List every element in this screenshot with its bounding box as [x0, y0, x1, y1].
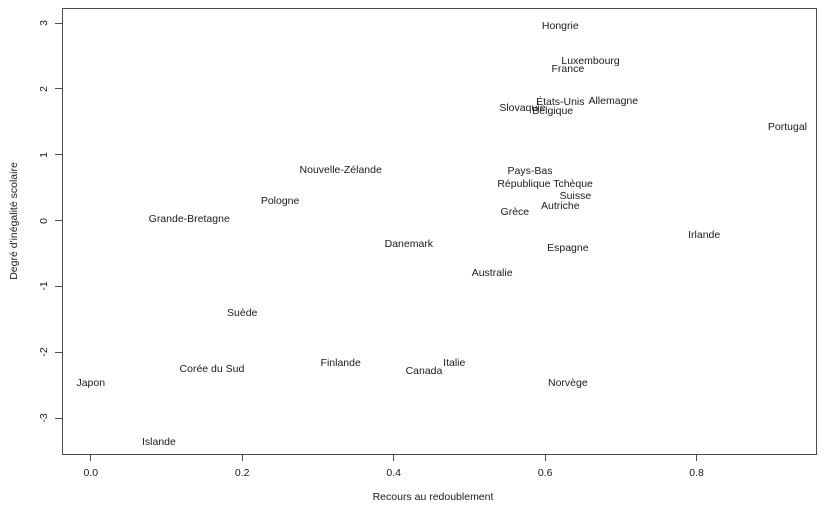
y-tick-mark — [55, 88, 62, 89]
country-label: France — [551, 62, 585, 75]
country-label: Finlande — [320, 357, 361, 370]
country-label: Nouvelle-Zélande — [299, 163, 382, 176]
country-label: Pologne — [260, 194, 300, 207]
country-label: Portugal — [767, 121, 808, 134]
x-axis-title: Recours au redoublement — [372, 491, 494, 503]
country-label: Italie — [443, 356, 466, 369]
country-label: Islande — [141, 435, 176, 448]
y-tick-mark — [55, 154, 62, 155]
country-label: Belgique — [532, 104, 574, 117]
y-tick-mark — [55, 23, 62, 24]
x-tick-mark — [90, 455, 91, 461]
country-label: Canada — [405, 364, 443, 377]
country-label: Luxembourg — [561, 54, 620, 67]
y-axis-title: Degré d'inégalité scolaire — [8, 162, 20, 280]
country-label: Danemark — [384, 237, 434, 250]
y-tick-label: 1 — [38, 151, 50, 158]
country-label: Suède — [227, 307, 258, 320]
x-tick-mark — [242, 455, 243, 461]
country-label: Pays-Bas — [507, 164, 553, 177]
x-tick-mark — [393, 455, 394, 461]
country-label: Australie — [471, 266, 513, 279]
y-tick-mark — [55, 286, 62, 287]
country-label: Irlande — [688, 229, 721, 242]
x-tick-label: 0.2 — [234, 467, 250, 479]
country-label: Suisse — [559, 190, 592, 203]
y-tick-label: 2 — [38, 86, 50, 92]
x-tick-label: 0.8 — [689, 467, 704, 479]
country-label: Norvège — [547, 376, 588, 389]
country-label: Espagne — [547, 241, 589, 254]
y-tick-label: -1 — [38, 281, 50, 292]
country-label: Hongrie — [541, 20, 579, 33]
country-label: Slovaquie — [499, 102, 546, 115]
y-tick-mark — [55, 352, 62, 353]
country-label: Corée du Sud — [179, 362, 245, 375]
country-label: Allemagne — [588, 94, 639, 107]
y-tick-label: 0 — [38, 217, 50, 224]
y-tick-label: -2 — [38, 347, 50, 357]
country-label: Autriche — [541, 200, 580, 213]
x-tick-label: 0.4 — [386, 467, 401, 479]
y-tick-mark — [55, 220, 62, 221]
country-label: République Tchèque — [497, 178, 593, 191]
country-label: Grande-Bretagne — [148, 213, 230, 226]
country-label: États-Unis — [536, 96, 585, 109]
x-tick-label: 0.6 — [537, 467, 553, 479]
x-tick-mark — [545, 455, 546, 461]
y-tick-label: 3 — [38, 20, 50, 27]
x-tick-label: 0.0 — [83, 467, 99, 479]
country-label: Japon — [76, 377, 106, 390]
y-tick-label: -3 — [38, 413, 50, 423]
y-tick-mark — [55, 418, 62, 419]
country-label: Grèce — [500, 206, 530, 219]
x-tick-mark — [696, 455, 697, 461]
